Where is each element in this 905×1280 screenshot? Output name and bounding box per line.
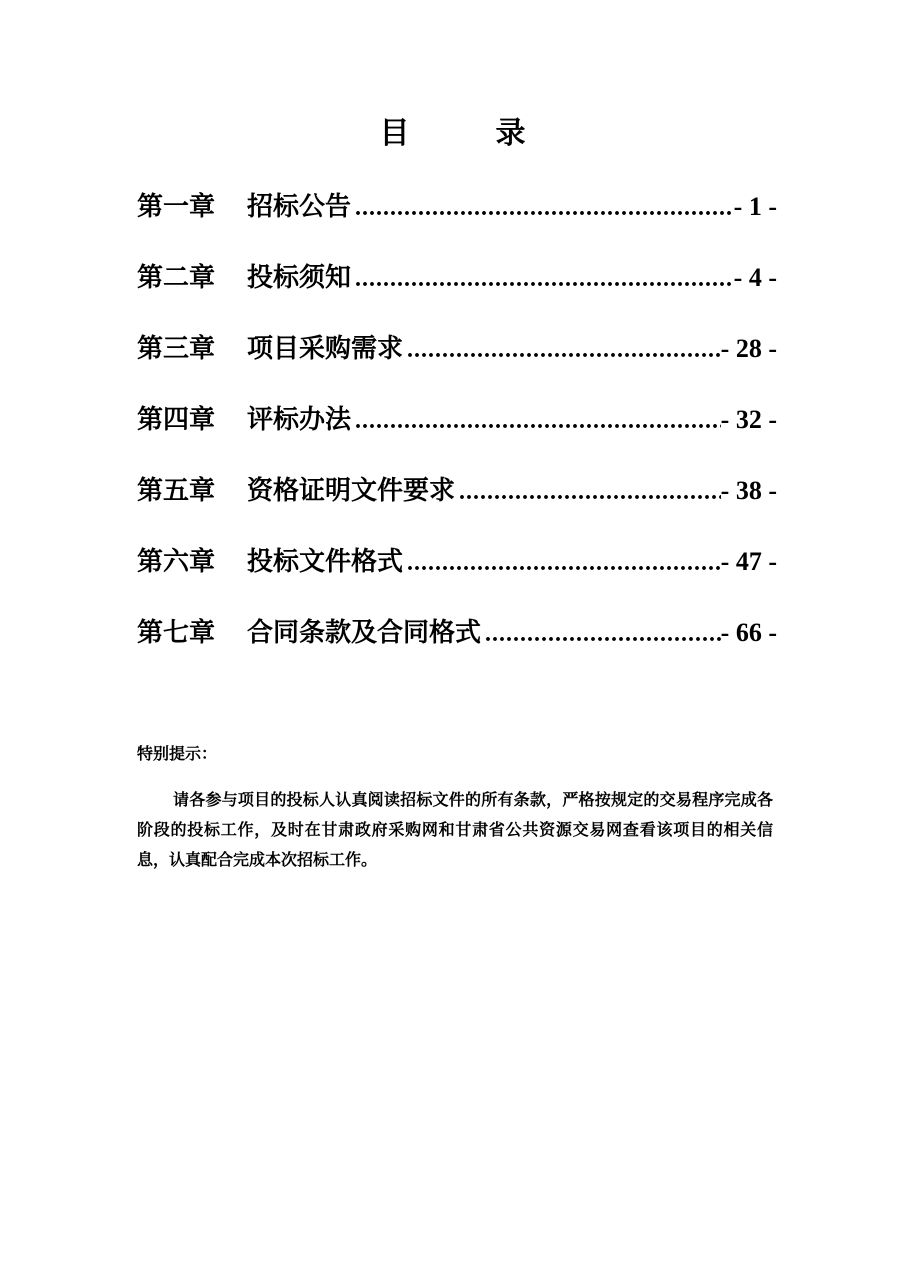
- toc-page-number: - 47 -: [720, 547, 777, 576]
- toc-entry-6[interactable]: [137, 541, 777, 612]
- toc-page-number: - 4 -: [733, 263, 777, 292]
- toc-chapter-label: 第一章: [137, 192, 216, 222]
- toc-leader-dots: [459, 479, 721, 506]
- toc-chapter-label: 第三章: [137, 334, 216, 364]
- toc-chapter-label: 第六章: [137, 547, 216, 577]
- toc-leader-dots: [355, 408, 721, 435]
- toc-chapter-label: 第七章: [137, 618, 216, 648]
- toc-entry-3[interactable]: [137, 328, 777, 399]
- notice-body: 请各参与项目的投标人认真阅读招标文件的所有条款，严格按规定的交易程序完成各阶段的投标工作，及时在甘肃政府采购网和甘肃省公共资源交易网查看该项目的相关信息，认真配合完成本次招标工作。: [137, 790, 773, 869]
- toc-page-number: - 38 -: [720, 476, 777, 505]
- toc-page-number: - 66 -: [720, 618, 777, 647]
- toc-entry-1[interactable]: [137, 186, 777, 257]
- toc-chapter-name: 评标办法: [247, 405, 352, 435]
- toc-chapter-label: 第四章: [137, 405, 216, 435]
- toc-entry-5[interactable]: [137, 470, 777, 541]
- toc-chapter-name: 资格证明文件要求: [247, 476, 456, 506]
- toc-chapter-label: 第五章: [137, 476, 216, 506]
- toc-leader-dots: [355, 266, 734, 293]
- notice-title: 特别提示：: [137, 744, 218, 763]
- toc-page-number: - 1 -: [733, 192, 777, 221]
- toc-leader-dots: [407, 550, 721, 577]
- toc-page-number: - 28 -: [720, 334, 777, 363]
- toc-leader-dots: [407, 337, 721, 364]
- toc-chapter-name: 投标须知: [247, 263, 352, 293]
- toc-title: 目 录: [379, 116, 554, 151]
- toc-entry-4[interactable]: [137, 399, 777, 470]
- toc-chapter-name: 招标公告: [247, 192, 352, 222]
- toc-chapter-name: 合同条款及合同格式: [247, 618, 482, 648]
- toc-entry-2[interactable]: [137, 257, 777, 328]
- toc-page-number: - 32 -: [720, 405, 777, 434]
- toc-leader-dots: [485, 621, 721, 648]
- table-of-contents: [137, 186, 777, 683]
- toc-chapter-label: 第二章: [137, 263, 216, 293]
- toc-entry-7[interactable]: [137, 612, 777, 683]
- toc-leader-dots: [355, 195, 734, 222]
- toc-chapter-name: 投标文件格式: [247, 547, 404, 577]
- toc-chapter-name: 项目采购需求: [247, 334, 404, 364]
